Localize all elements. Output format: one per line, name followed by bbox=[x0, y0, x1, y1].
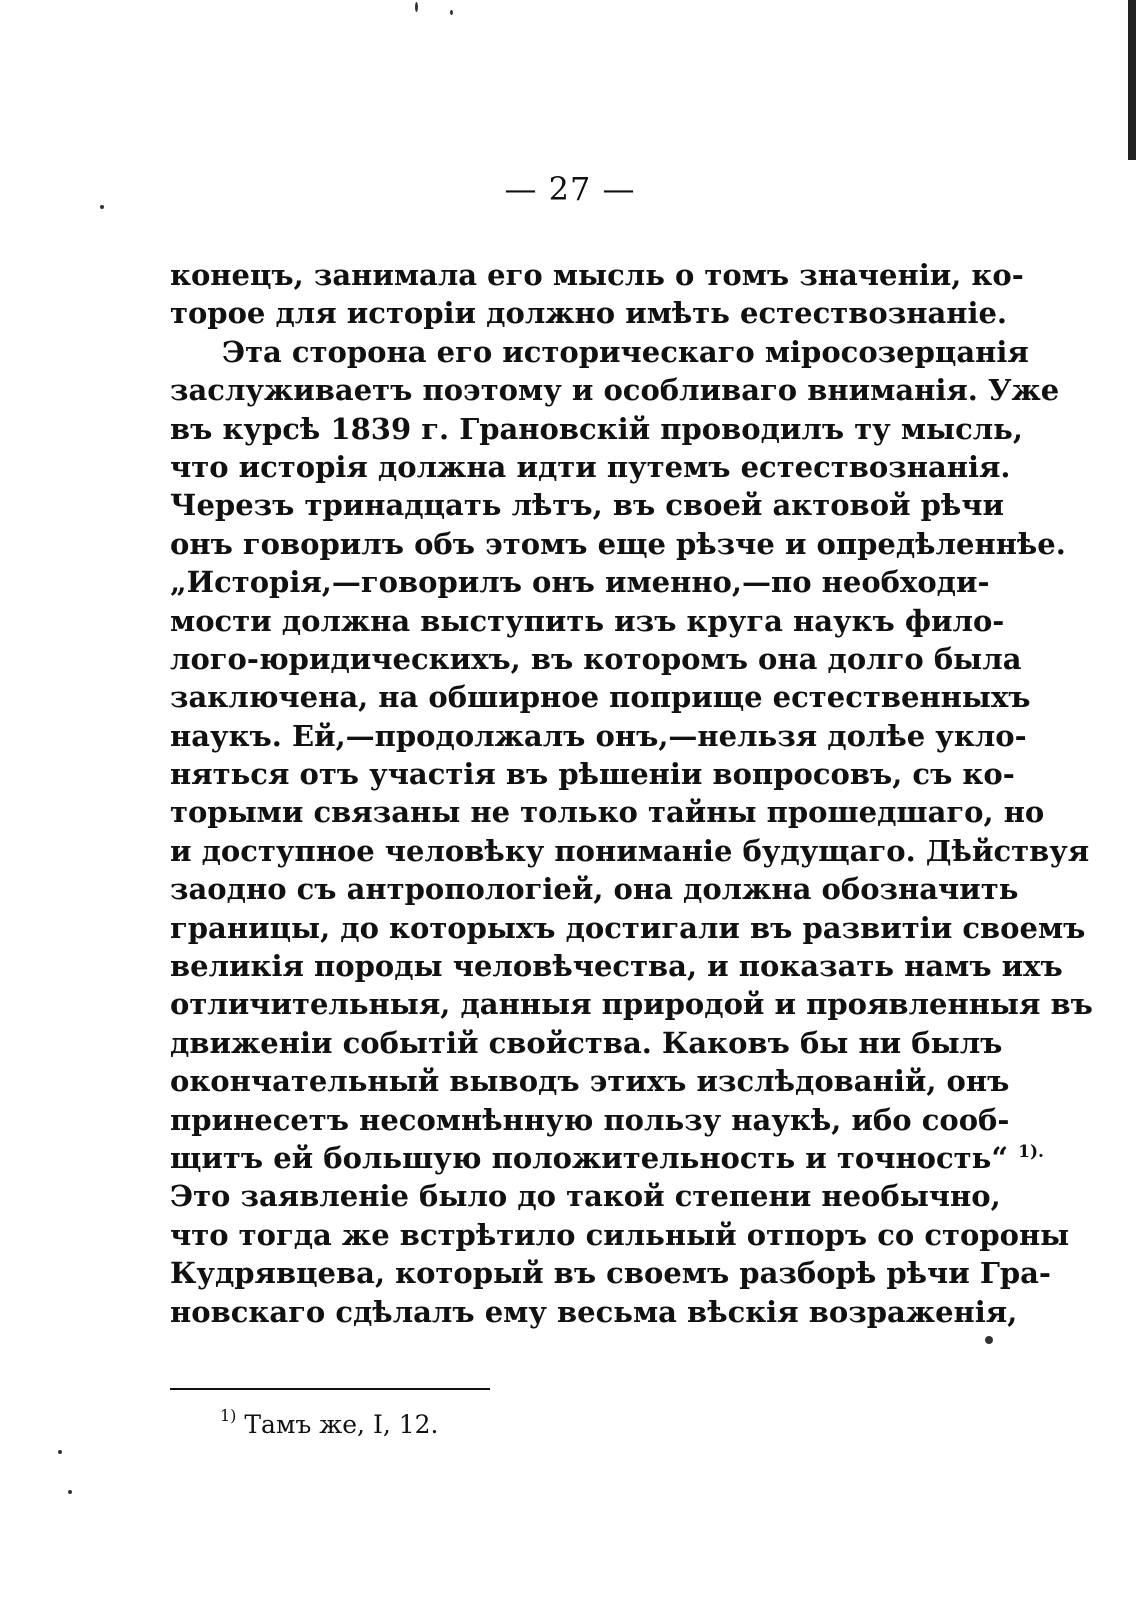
footnote-number: 1) bbox=[220, 1406, 237, 1425]
text-line: Черезъ тринадцать лѣтъ, въ своей актовой рѣчи bbox=[170, 488, 1005, 523]
footnote-text: Тамъ же, I, 12. bbox=[244, 1410, 439, 1439]
text-line: Это заявленiе было до такой степени необычно, bbox=[170, 1179, 1001, 1214]
text-line: что тогда же встрѣтило сильный отпоръ со стороны bbox=[170, 1217, 1070, 1252]
text-line: отличительныя, данныя природой и проявленныя въ bbox=[170, 987, 1093, 1022]
text-line: новскаго сдѣлалъ ему весьма вѣскiя возраженiя, bbox=[170, 1294, 1018, 1329]
text-line: заслуживаетъ поэтому и особливаго вниманiя. Уже bbox=[170, 373, 1060, 408]
text-line: Эта сторона его историческаго мiросозерцанiя bbox=[222, 334, 1029, 369]
text-line: границы, до которыхъ достигали въ развитiи своемъ bbox=[170, 910, 1086, 945]
page-number: — 27 — bbox=[504, 170, 636, 208]
scan-speck bbox=[450, 10, 453, 15]
scan-speck bbox=[68, 1490, 72, 1494]
scan-edge-mark bbox=[1128, 0, 1136, 160]
text-line: окончательный выводъ этихъ изслѣдованiй, онъ bbox=[170, 1064, 1010, 1099]
text-line: торыми связаны не только тайны прошедшаго, но bbox=[170, 795, 1045, 830]
scan-speck bbox=[415, 2, 418, 12]
text-line: великiя породы человѣчества, и показать намъ ихъ bbox=[170, 949, 1063, 984]
text-line: щитъ ей большую положительность и точность“ bbox=[170, 1140, 1009, 1175]
text-line-with-footnote-ref bbox=[170, 1139, 1044, 1177]
text-line: „Исторiя,—говорилъ онъ именно,—по необходи- bbox=[170, 565, 990, 600]
text-line: что исторiя должна идти путемъ естествознанiя. bbox=[170, 449, 1011, 484]
text-line: заодно съ антропологiей, она должна обозначить bbox=[170, 872, 1019, 907]
text-line: и доступное человѣку пониманiе будущаго. Дѣйствуя bbox=[170, 833, 1090, 868]
text-line: принесетъ несомнѣнную пользу наукѣ, ибо сооб- bbox=[170, 1102, 1010, 1137]
text-line: онъ говорилъ объ этомъ еще рѣзче и опредѣленнѣе. bbox=[170, 526, 1066, 561]
footnote-divider bbox=[170, 1388, 490, 1390]
text-line: наукъ. Ей,—продолжалъ онъ,—нельзя долѣе укло- bbox=[170, 718, 1027, 753]
text-line: Кудрявцева, который въ своемъ разборѣ рѣчи Гра- bbox=[170, 1256, 1051, 1291]
scan-speck bbox=[985, 1336, 993, 1344]
text-line: торое для исторiи должно имѣть естествознанiе. bbox=[170, 296, 1008, 331]
text-line: конецъ, занимала его мысль о томъ значенiи, ко- bbox=[170, 258, 1024, 292]
scan-speck bbox=[58, 1450, 62, 1454]
text-line: няться отъ участiя въ рѣшенiи вопросовъ, съ ко- bbox=[170, 757, 1015, 792]
body-text bbox=[170, 256, 1093, 1331]
text-line: движенiи событiй свойства. Каковъ бы ни былъ bbox=[170, 1025, 1003, 1060]
text-line: лого-юридическихъ, въ которомъ она долго была bbox=[170, 641, 1022, 676]
footnote bbox=[220, 1406, 439, 1439]
text-line: мости должна выступить изъ круга наукъ фило- bbox=[170, 603, 1005, 638]
footnote-reference: 1). bbox=[1018, 1141, 1044, 1162]
text-line: въ курсѣ 1839 г. Грановскiй проводилъ ту мысль, bbox=[170, 411, 1023, 446]
text-line: заключена, на обширное поприще естественныхъ bbox=[170, 680, 1031, 715]
